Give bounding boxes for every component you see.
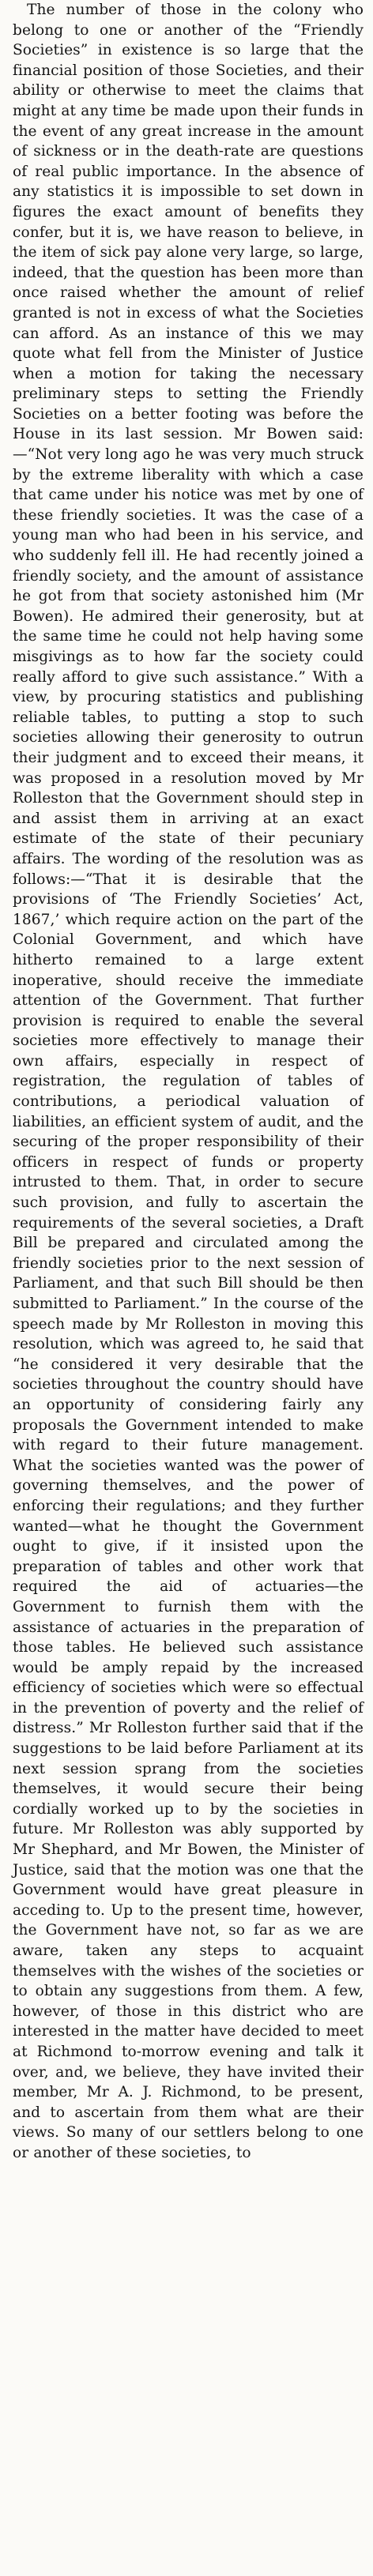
article-paragraph: The number of those in the colony who belong to one or another of the “Friendly Societies” in existence is so large that the financial position of those Societies, and their ability or otherwise to meet the claims that might at any time be made upon their funds in the event of any great increase in the amount of sickness or in the death-rate are questions of real public importance. In the absence of any statistics it is impossible to set down in figures the exact amount of benefits they confer, but it is, we have reason to believe, in the item of sick pay alone very large, so large, indeed, that the question has been more than once raised whether the amount of relief granted is not in excess of what the Societies can afford. As an instance of this we may quote what fell from the Minister of Justice when a motion for taking the necessary preliminary steps to setting the Friendly Societies on a better footing was before the House in its last session. Mr Bowen said:—“Not very long ago he was very much struck by the extreme liberality with which a case that came under his notice was met by one of these friendly societies. It was the case of a young man who had been in his service, and who suddenly fell ill. He had recently joined a friendly society, and the amount of assistance he got from that society astonished him (Mr Bowen). He admired their generosity, but at the same time he could not help having some misgivings as to how far the society could really afford to give such assistance.” With a view, by procuring statistics and publishing reliable tables, to putting a stop to such societies allowing their generosity to outrun their judgment and to exceed their means, it was proposed in a resolution moved by Mr Rolleston that the Government should step in and assist them in arriving at an exact estimate of the state of their pecuniary affairs. The wording of the resolution was as follows:—“That it is desirable that the provisions of ‘The Friendly Societies’ Act, 1867,’ which require action on the part of the Colonial Government, and which have hitherto remained to a large extent inoperative, should receive the immediate attention of the Government. That further provision is required to enable the several societies more effectively to manage their own affairs, especially in respect of registration, the regulation of tables of contributions, a periodical valuation of liabilities, an efficient system of audit, and the securing of the proper responsibility of their officers in respect of funds or property intrusted to them. That, in order to secure such provision, and fully to ascertain the requirements of the several societies, a Draft Bill be prepared and circulated among the friendly societies prior to the next session of Parliament, and that such Bill should be then submitted to Parliament.” In the course of the speech made by Mr Rolleston in moving this resolution, which was agreed to, he said that “he considered it very desirable that the societies throughout the country should have an opportunity of considering fairly any proposals the Government intended to make with regard to their future management. What the societies wanted was the power of governing themselves, and the power of enforcing their regulations; and they further wanted—what he thought the Government ought to give, if it insisted upon the preparation of tables and other work that required the aid of actuaries—the Government to furnish them with the assistance of actuaries in the preparation of those tables. He believed such assistance would be amply repaid by the increased efficiency of societies which were so effectual in the prevention of poverty and the relief of distress.” Mr Rolleston further said that if the suggestions to be laid before Parliament at its next session sprang from the societies themselves, it would secure their being cordially worked up to by the societies in future. Mr Rolleston was ably supported by Mr Shephard, and Mr Bowen, the Minister of Justice, said that the motion was one that the Government would have great pleasure in acceding to. Up to the present time, however, the Government have not, so far as we are aware, taken any steps to acquaint themselves with the wishes of the societies or to obtain any suggestions from them. A few, however, of those in this district who are interested in the matter have decided to meet at Richmond to-morrow evening and talk it over, and, we believe, they have invited their member, Mr A. J. Richmond, to be present, and to ascertain from them what are their views. So many of our settlers belong to one or another of these societies, to — [13, 2, 364, 2161]
